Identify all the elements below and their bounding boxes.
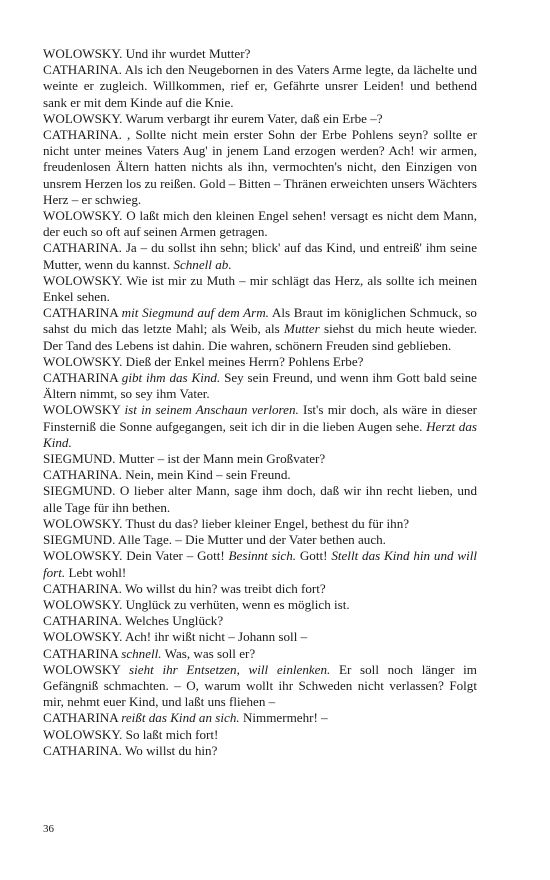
dialogue-text: CATHARINA (43, 710, 122, 726)
stage-direction: sieht ihr Entsetzen, will einlenken. (129, 661, 331, 677)
dialogue-text: SIEGMUND. Mutter – ist der Mann mein Großvater? (43, 451, 326, 467)
dialogue-text: SIEGMUND. O lieber alter Mann, sage ihm doch, daß wir ihn recht lieben, und alle Tage für ihn bethen. (43, 483, 477, 515)
dialogue-text: WOLOWSKY. Thust du das? lieber kleiner Engel, bethest du für ihn? (43, 515, 410, 531)
dialogue-text: WOLOWSKY (43, 402, 125, 418)
dialogue-paragraph (43, 402, 477, 451)
dialogue-text: WOLOWSKY. Warum verbargt ihr eurem Vater, daß ein Erbe –? (43, 110, 383, 126)
dialogue-paragraph (43, 613, 477, 629)
dialogue-paragraph (43, 483, 477, 515)
dialogue-text: CATHARINA. , Sollte nicht mein erster Sohn der Erbe Pohlens seyn? sollte er nicht unter meines Vaters Aug' in jenem Land erzogen werden? Ach! wir armen, freudenlosen Ältern hatten nichts als ihn, vermochten's nicht, den Einzigen von unsrem Herzen los zu reißen. Gold – Bitten – Thränen erweichten unsers Wächters Herz – er schwieg. (43, 127, 478, 207)
dialogue-text: CATHARINA (43, 370, 122, 386)
dialogue-paragraph (43, 662, 477, 711)
dialogue-text: Gott! (296, 548, 332, 564)
dialogue-paragraph (43, 532, 477, 548)
dialogue-paragraph (43, 273, 477, 305)
dialogue-paragraph (43, 646, 477, 662)
stage-direction: schnell. (121, 645, 162, 661)
stage-direction: reißt das Kind an sich. (121, 710, 240, 726)
dialogue-paragraph (43, 727, 477, 743)
dialogue-text: CATHARINA. Wo willst du hin? was treibt dich fort? (43, 580, 326, 596)
dialogue-text: WOLOWSKY (43, 661, 130, 677)
dialogue-text: WOLOWSKY. Und ihr wurdet Mutter? (43, 46, 251, 61)
dialogue-paragraph (43, 46, 477, 62)
dialogue-text: WOLOWSKY. So laßt mich fort! (43, 726, 219, 742)
stage-direction: Mutter (284, 321, 320, 337)
dialogue-text: WOLOWSKY. Unglück zu verhüten, wenn es möglich ist. (43, 596, 350, 612)
dialogue-text: Lebt wohl! (65, 564, 127, 580)
stage-direction: Stellt das Kind hin und will fort. (43, 548, 478, 580)
stage-direction: mit Siegmund auf dem Arm. (121, 305, 269, 321)
stage-direction: Schnell ab. (173, 256, 232, 272)
dialogue-paragraph (43, 305, 477, 354)
stage-direction: Herzt das Kind. (43, 418, 478, 450)
dialogue-text: WOLOWSKY. O laßt mich den kleinen Engel sehen! versagt es nicht dem Mann, der euch so oft auf seinen Armen getragen. (43, 208, 477, 240)
dialogue-text: WOLOWSKY. Ach! ihr wißt nicht – Johann soll – (43, 629, 308, 645)
dialogue-text: WOLOWSKY. Wie ist mir zu Muth – mir schlägt das Herz, als sollte ich meinen Enkel sehen. (43, 272, 477, 305)
dialogue-text: SIEGMUND. Alle Tage. – Die Mutter und der Vater bethen auch. (43, 532, 386, 548)
dialogue-text: CATHARINA (43, 305, 122, 321)
dialogue-text: Nimmermehr! – (239, 710, 328, 726)
stage-direction: Besinnt sich. (228, 548, 297, 564)
dialogue-paragraph (43, 710, 477, 726)
dialogue-text: WOLOWSKY. Dieß der Enkel meines Herrn? Pohlens Erbe? (43, 353, 364, 369)
dialogue-text: CATHARINA. Welches Unglück? (43, 613, 224, 629)
dialogue-paragraph (43, 354, 477, 370)
dialogue-text: Sey sein Freund, und wenn ihm Gott bald seine Ältern nimmt, so sey ihm Vater. (43, 370, 477, 402)
dialogue-paragraph (43, 743, 477, 759)
dialogue-text: CATHARINA. Ja – du sollst ihn sehn; blick' auf das Kind, und entreiß' ihm seine Mutter, wenn du kannst. (43, 240, 477, 272)
dialogue-paragraph (43, 62, 477, 111)
dialogue-paragraph (43, 451, 477, 467)
dialogue-text: siehst du mich heute wieder. Der Tand des Lebens ist dahin. Die wahren, schönern Freuden sind geblieben. (43, 321, 477, 353)
dialogue-paragraph (43, 370, 477, 402)
dialogue-text: Als Braut im königlichen Schmuck, so sahst du mich das letzte Mahl; als Weib, als (43, 305, 477, 337)
dialogue-text: CATHARINA. Als ich den Neugebornen in des Vaters Arme legte, da lächelte und weinte er zugleich. Willkommen, rief er, Gefährte unsrer Leiden! und bethend sank er mit dem Kinde auf die Knie. (43, 62, 477, 110)
stage-direction: gibt ihm das Kind. (121, 370, 221, 386)
dialogue-paragraph (43, 208, 477, 240)
dialogue-text: Was, was soll er? (161, 645, 256, 661)
dialogue-text: Er soll noch länger im Gefängniß schmachten. – O, warum wollt ihr Schweden nicht verlassen? Folgt mir, nehmt euer Kind, und laßt uns fliehen – (43, 661, 477, 710)
dialogue-paragraph (43, 597, 477, 613)
dialogue-text: CATHARINA. Wo willst du hin? (43, 742, 218, 758)
dialogue-paragraph (43, 240, 477, 272)
dialogue-paragraph (43, 467, 477, 483)
dialogue-paragraph (43, 581, 477, 597)
dialogue-paragraph (43, 516, 477, 532)
dialogue-paragraph (43, 127, 477, 208)
page-text (43, 46, 477, 759)
dialogue-text: CATHARINA. Nein, mein Kind – sein Freund. (43, 467, 291, 483)
dialogue-paragraph (43, 629, 477, 645)
dialogue-text: WOLOWSKY. Dein Vater – Gott! (43, 548, 229, 564)
dialogue-paragraph (43, 111, 477, 127)
dialogue-paragraph (43, 548, 477, 580)
page-number: 36 (43, 823, 54, 835)
dialogue-text: CATHARINA (43, 645, 122, 661)
stage-direction: ist in seinem Anschaun verloren. (124, 402, 299, 418)
dialogue-text: Ist's mir doch, als wäre in dieser Finsterniß die Sonne aufgegangen, seit ich dir in die lieben Augen sehe. (43, 402, 477, 434)
